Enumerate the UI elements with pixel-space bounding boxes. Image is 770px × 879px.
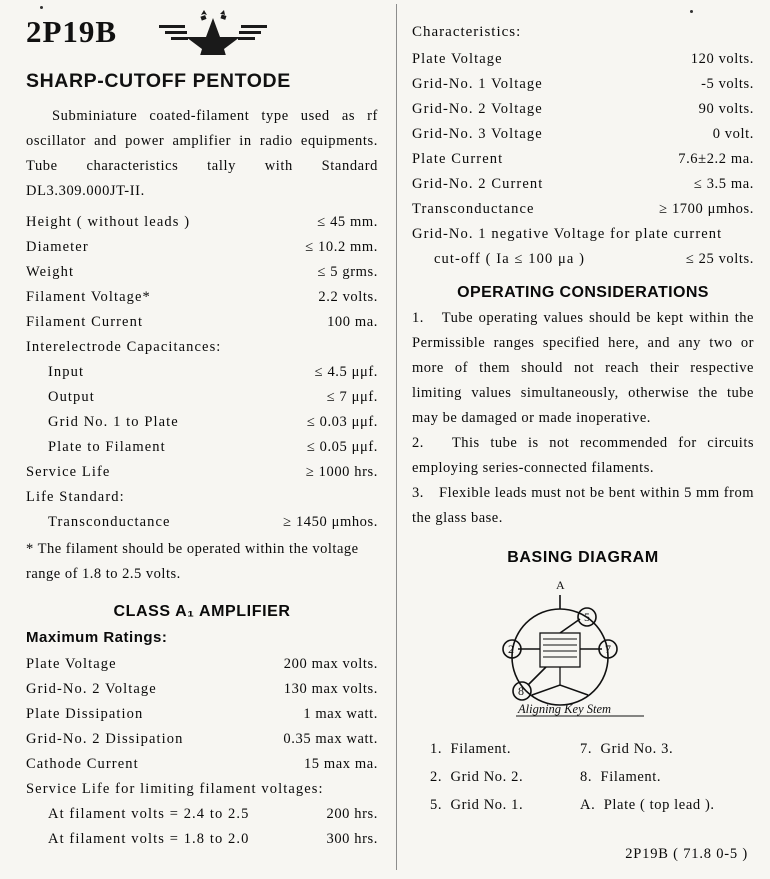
spec-value: ≤ 0.05 μμf. xyxy=(306,439,378,455)
characteristics-heading: Characteristics: xyxy=(412,24,522,40)
spec-label: Plate to Filament xyxy=(48,439,166,455)
document-headline: SHARP-CUTOFF PENTODE xyxy=(26,70,291,92)
operating-item: 1. Tube operating values should be kept within the Permissible ranges specified here, and any two or more of them should not reach their respective limiting values simultaneously, otherwise the tube may be damaged or made inoperative. xyxy=(412,310,754,426)
spec-value: ≥ 1700 μmhos. xyxy=(659,201,754,217)
spec-row xyxy=(412,47,754,72)
spec-label: Grid-No. 3 Voltage xyxy=(412,126,543,142)
spec-value: ≤ 45 mm. xyxy=(317,214,378,230)
spec-label: Output xyxy=(48,389,95,405)
basing-diagram xyxy=(412,573,754,733)
spec-value: ≥ 1000 hrs. xyxy=(305,464,378,480)
intro-paragraph xyxy=(26,104,378,204)
spec-label: Plate Voltage xyxy=(26,656,117,672)
spec-row xyxy=(412,72,754,97)
spec-row xyxy=(26,235,378,260)
spec-label: Plate Voltage xyxy=(412,51,503,67)
diagram-pin-5-label: 5 xyxy=(584,610,590,624)
spec-label: Transconductance xyxy=(412,201,535,217)
spec-value: ≤ 3.5 ma. xyxy=(693,176,754,192)
spec-value: 120 volts. xyxy=(690,51,754,67)
spec-row xyxy=(26,752,378,777)
diagram-pin-2-label: 2 xyxy=(508,642,514,656)
cutoff-value: ≤ 25 volts. xyxy=(685,251,754,267)
page-title: 2P19B xyxy=(26,14,118,49)
diagram-pin-a-label: A xyxy=(556,578,565,592)
cutoff-label: Grid-No. 1 negative Voltage for plate current xyxy=(412,226,723,242)
spec-label: Plate Current xyxy=(412,151,504,167)
spec-row xyxy=(26,802,378,827)
operating-considerations-heading: OPERATING CONSIDERATIONS xyxy=(457,284,709,301)
manufacturer-logo-icon xyxy=(157,9,277,55)
spec-row xyxy=(26,652,378,677)
spec-label: At filament volts = 1.8 to 2.0 xyxy=(48,831,250,847)
spec-row xyxy=(412,147,754,172)
spec-row xyxy=(26,285,378,310)
spec-value: 7.6±2.2 ma. xyxy=(678,151,754,167)
spec-label: Service Life xyxy=(26,464,111,480)
general-spec-list xyxy=(26,210,378,535)
spec-value: ≤ 7 μμf. xyxy=(326,389,378,405)
spec-value: ≤ 10.2 mm. xyxy=(305,239,378,255)
column-divider xyxy=(396,4,397,870)
pin-name: Filament. xyxy=(600,769,662,785)
characteristics-list xyxy=(412,47,754,272)
pin-legend xyxy=(412,737,754,818)
pin-number: 1. xyxy=(430,741,443,757)
spec-value: 200 max volts. xyxy=(283,656,378,672)
title-row xyxy=(26,8,378,56)
spec-label: Grid-No. 2 Dissipation xyxy=(26,731,184,747)
spec-label: Cathode Current xyxy=(26,756,139,772)
spec-label: Transconductance xyxy=(48,514,171,530)
pin-number: A. xyxy=(580,797,596,813)
page-footer: 2P19B ( 71.8 0-5 ) xyxy=(625,846,748,862)
operating-item: 3. Flexible leads must not be bent within 5 mm from the glass base. xyxy=(412,485,754,526)
spec-label: Weight xyxy=(26,264,75,280)
pin-legend-item xyxy=(430,737,580,762)
diagram-pin-7-label: 7 xyxy=(605,642,611,656)
spec-row xyxy=(26,827,378,852)
spec-row xyxy=(26,310,378,335)
cutoff-sub-label: cut-off ( Ia ≤ 100 μa ) xyxy=(434,251,586,267)
capacitance-header-label: Interelectrode Capacitances: xyxy=(26,339,222,355)
spec-label: Diameter xyxy=(26,239,89,255)
spec-label: Grid-No. 2 Current xyxy=(412,176,544,192)
spec-label: Grid-No. 1 Voltage xyxy=(412,76,543,92)
operating-item: 2. This tube is not recommended for circuits employing series-connected filaments. xyxy=(412,435,754,476)
spec-value: 90 volts. xyxy=(698,101,754,117)
spec-row xyxy=(26,510,378,535)
spec-value: 2.2 volts. xyxy=(318,289,378,305)
cutoff-sub-row xyxy=(412,247,754,272)
basing-diagram-heading: BASING DIAGRAM xyxy=(507,549,659,566)
spec-label: At filament volts = 2.4 to 2.5 xyxy=(48,806,250,822)
cutoff-row xyxy=(412,222,754,247)
pin-number: 5. xyxy=(430,797,443,813)
life-standard-header xyxy=(26,485,378,510)
spec-label: Grid No. 1 to Plate xyxy=(48,414,179,430)
pin-legend-item xyxy=(430,765,580,790)
spec-row xyxy=(412,97,754,122)
spec-value: ≤ 4.5 μμf. xyxy=(314,364,378,380)
spec-row xyxy=(412,122,754,147)
spec-row xyxy=(26,410,378,435)
pin-legend-item xyxy=(580,737,754,762)
service-life-note-label: Service Life for limiting filament voltages: xyxy=(26,781,324,797)
spec-row xyxy=(26,727,378,752)
pin-legend-item xyxy=(580,765,754,790)
spec-label: Plate Dissipation xyxy=(26,706,144,722)
left-column xyxy=(26,8,378,852)
pin-number: 2. xyxy=(430,769,443,785)
spec-row xyxy=(26,435,378,460)
pin-name: Grid No. 1. xyxy=(450,797,524,813)
life-standard-header-label: Life Standard: xyxy=(26,489,125,505)
class-a-heading: CLASS A₁ AMPLIFIER xyxy=(113,603,291,620)
spec-value: 200 hrs. xyxy=(326,806,378,822)
capacitance-header xyxy=(26,335,378,360)
diagram-pin-8-label: 8 xyxy=(518,684,524,698)
spec-value: ≤ 5 grms. xyxy=(317,264,378,280)
spec-value: ≥ 1450 μmhos. xyxy=(283,514,378,530)
pin-number: 7. xyxy=(580,741,593,757)
pin-name: Grid No. 2. xyxy=(450,769,524,785)
pin-legend-item xyxy=(430,793,580,818)
spec-row xyxy=(26,385,378,410)
spec-row xyxy=(26,702,378,727)
max-ratings-list xyxy=(26,652,378,852)
spec-value: 0.35 max watt. xyxy=(283,731,378,747)
spec-value: 1 max watt. xyxy=(303,706,378,722)
spec-value: 100 ma. xyxy=(327,314,378,330)
spec-row xyxy=(26,260,378,285)
spec-label: Grid-No. 2 Voltage xyxy=(26,681,157,697)
spec-label: Input xyxy=(48,364,85,380)
spec-value: 300 hrs. xyxy=(326,831,378,847)
right-column xyxy=(412,8,754,818)
max-ratings-heading: Maximum Ratings: xyxy=(26,629,168,646)
spec-label: Filament Voltage* xyxy=(26,289,151,305)
service-life-note xyxy=(26,777,378,802)
pin-legend-item xyxy=(580,793,754,818)
pin-name: Plate ( top lead ). xyxy=(603,797,715,813)
pin-name: Grid No. 3. xyxy=(600,741,674,757)
spec-row xyxy=(26,460,378,485)
pin-number: 8. xyxy=(580,769,593,785)
spec-label: Filament Current xyxy=(26,314,144,330)
spec-row xyxy=(26,210,378,235)
spec-value: 0 volt. xyxy=(712,126,754,142)
pin-name: Filament. xyxy=(450,741,512,757)
spec-label: Grid-No. 2 Voltage xyxy=(412,101,543,117)
spec-value: 130 max volts. xyxy=(283,681,378,697)
filament-footnote: * The filament should be operated within the voltage range of 1.8 to 2.5 volts. xyxy=(26,541,359,582)
diagram-caption: Aligning Key Stem xyxy=(518,702,612,716)
spec-row xyxy=(412,172,754,197)
intro-text: Subminiature coated-filament type used as rf oscillator and power amplifier in radio equipments. Tube characteristics tally with Standard DL3.309.000JT-II. xyxy=(26,108,378,199)
spec-value: ≤ 0.03 μμf. xyxy=(306,414,378,430)
spec-value: 15 max ma. xyxy=(303,756,378,772)
spec-row xyxy=(412,197,754,222)
spec-value: -5 volts. xyxy=(701,76,754,92)
spec-label: Height ( without leads ) xyxy=(26,214,191,230)
spec-row xyxy=(26,677,378,702)
spec-row xyxy=(26,360,378,385)
